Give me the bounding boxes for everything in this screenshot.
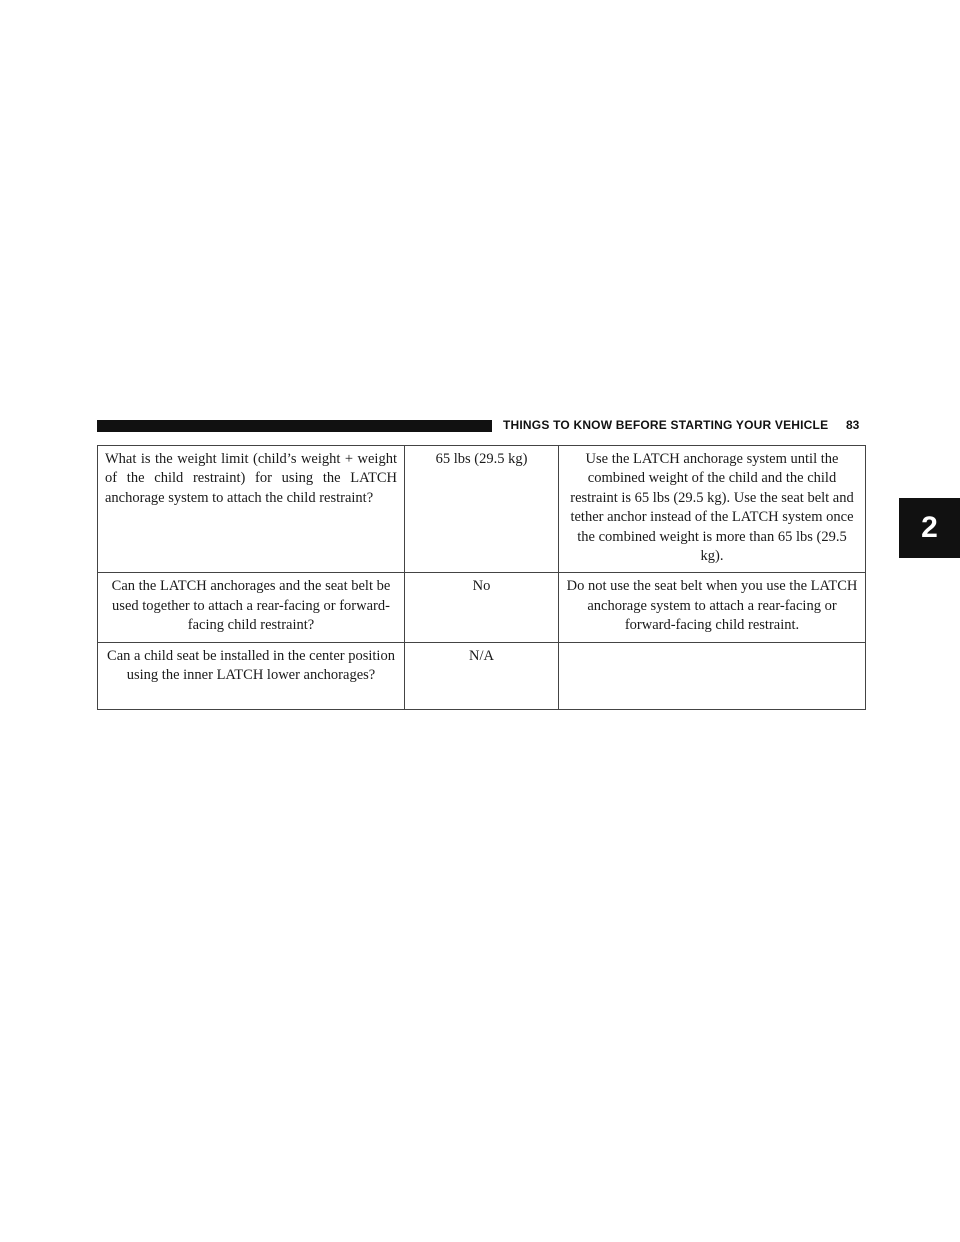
chapter-tab: 2 [899,498,960,558]
answer-cell: 65 lbs (29.5 kg) [405,446,559,573]
answer-cell: N/A [405,642,559,709]
page-number: 83 [846,418,860,432]
notes-cell: Use the LATCH anchorage system until the combined weight of the child and the child restraint is 65 lbs (29.5 kg). Use the seat belt and tether anchor instead of the LATCH system once the combined weight is more than 65 lbs (29.5 kg). [559,446,866,573]
question-cell: What is the weight limit (child’s weight + weight of the child restraint) for using the LATCH anchorage system to attach the child restraint? [98,446,405,573]
table-row [98,573,866,642]
answer-cell: No [405,573,559,642]
section-title: THINGS TO KNOW BEFORE STARTING YOUR VEHICLE [503,418,829,432]
header-rule [97,420,492,432]
question-cell: Can a child seat be installed in the center position using the inner LATCH lower anchorages? [98,642,405,709]
question-cell: Can the LATCH anchorages and the seat belt be used together to attach a rear-facing or forward-facing child restraint? [98,573,405,642]
notes-cell [559,642,866,709]
notes-cell: Do not use the seat belt when you use the LATCH anchorage system to attach a rear-facing or forward-facing child restraint. [559,573,866,642]
table-row [98,642,866,709]
table-row [98,446,866,573]
latch-faq-table [97,445,866,710]
